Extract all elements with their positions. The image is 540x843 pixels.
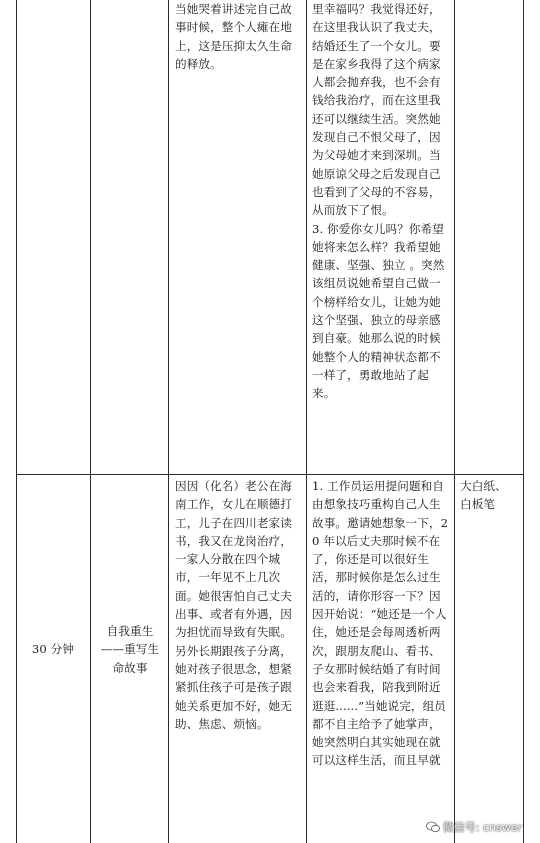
- row2-cell-process: [312, 477, 450, 843]
- materials-text: 大白纸、白板笔: [460, 479, 507, 512]
- row2-cell-story: [175, 477, 301, 733]
- row1-cell-process-continued: [312, 0, 450, 403]
- wechat-icon: [426, 821, 440, 833]
- table-divider-col1: [90, 0, 91, 843]
- table-divider-col2: [168, 0, 169, 843]
- row2-story-text: 因因（化名）老公在海南工作，女儿在顺德打工，儿子在四川老家读书，我又在龙岗治疗，一家人分散在四个城市，一年见不上几次面。她很害怕自己丈夫出事、或者有外遇，因为担忧而导致有失眠。另外长期跟孩子分离，她对孩子很思念，想紧紧抓住孩子可是孩子跟她关系更加不好，她无助、焦虑、烦恼。: [175, 479, 292, 731]
- time-label: 30 分钟: [31, 642, 75, 656]
- table-divider-col4: [454, 0, 455, 843]
- row2-process-text: 1. 工作员运用提问题和自由想象技巧重构自己人生故事。邀请她想象一下，20 年以后丈夫那时候不在了，你还是可以很好生活，那时候你是怎么过生活的，请你形容一下？因因开始说：“她还是一个人住，她还是会每周透析两次，跟朋友爬山、看书、子女那时候结婚了有时间也会来看我，陪我到附近逛逛......”当她说完，组员都不自主给予了她掌声，她突然明白其实她现在就可以这样生活，而且早就: [312, 479, 449, 768]
- table-border-right: [523, 0, 524, 843]
- table-border-left: [16, 0, 17, 843]
- table-divider-col3: [306, 0, 307, 843]
- row2-cell-materials: [460, 477, 518, 514]
- row2-cell-activity: [98, 622, 162, 677]
- row2-cell-time: [16, 640, 90, 658]
- row1-process-paragraph-1: 里幸福吗？我觉得还好，在这里我认识了我丈夫，结婚还生了一个女儿。要是在家乡我得了这个病家人都会抛弃我，也不会有钱给我治疗，而在这里我还可以继续生活。突然她发现自己不恨父母了，因为父母她才来到深圳。当她原谅父母之后发现自己也看到了父母的不容易，从而放下了恨。: [312, 2, 441, 218]
- row1-story-text: 当她哭着讲述完自己故事时候，整个人瘫在地上，这是压抑太久生命的释放。: [175, 2, 292, 71]
- activity-title: 自我重生——重写生命故事: [100, 624, 160, 675]
- watermark-text: 微信号: cnswer: [442, 821, 522, 834]
- wechat-watermark: [426, 819, 522, 835]
- table-row-divider: [16, 474, 524, 475]
- row1-cell-story-continued: [175, 0, 301, 73]
- row1-process-paragraph-2: 3. 你爱你女儿吗？你希望她将来怎么样？我希望她健康、坚强、独立 。突然该组员说她希望自己做一个榜样给女儿，让她为她这个坚强、独立的母亲感到自豪。她那么说的时候她整个人的精神状态都不一样了，勇敢地站了起来。: [312, 221, 445, 401]
